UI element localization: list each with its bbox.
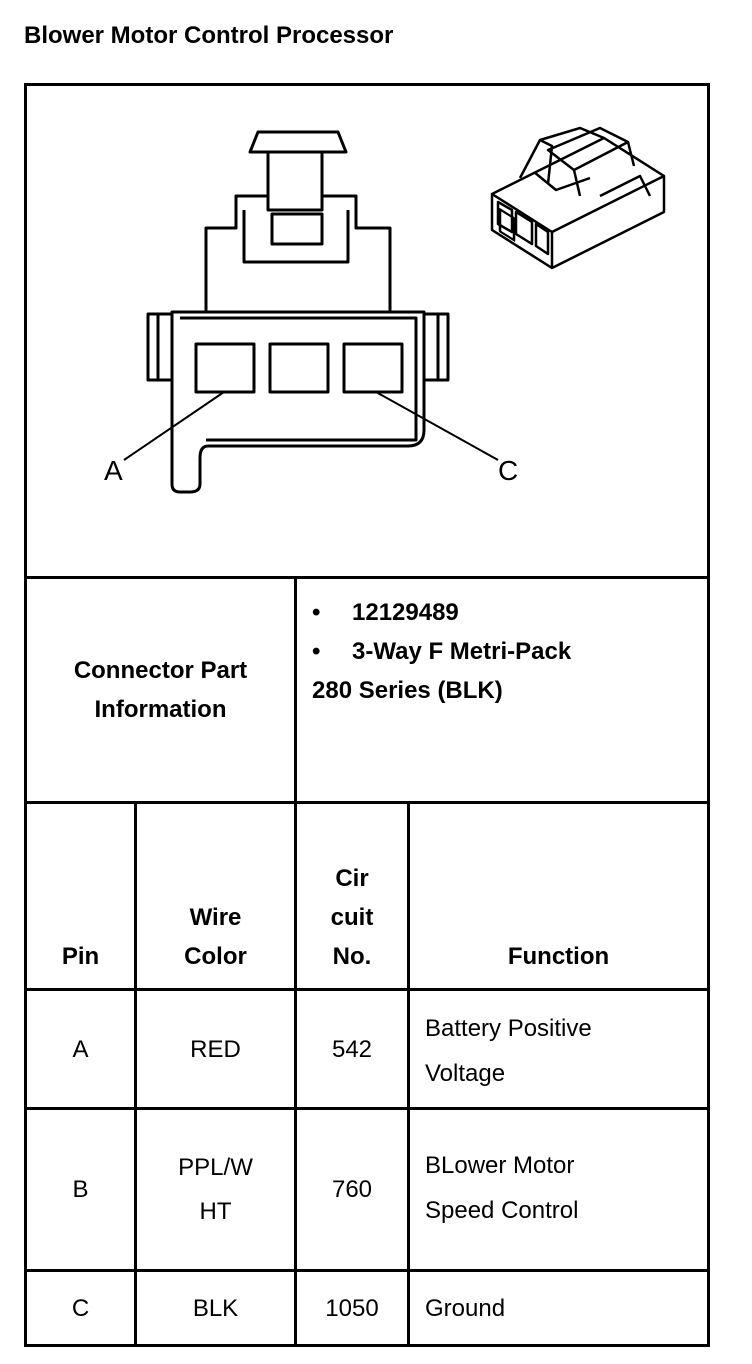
circuit-value: 1050	[325, 1294, 379, 1322]
function-line2: Voltage	[425, 1060, 506, 1087]
header-wire-color-line2: Color	[184, 943, 247, 970]
function-line1: Battery Positive	[425, 1015, 592, 1042]
header-circuit-line2: cuit	[330, 904, 374, 931]
connector-description-line2: 280 Series (BLK)	[312, 677, 503, 704]
row-c-function	[425, 1272, 705, 1344]
cavity-a	[196, 344, 254, 392]
function-line1: Ground	[425, 1294, 506, 1322]
circuit-value: 542	[331, 1035, 373, 1063]
connector-label-line2: Information	[94, 696, 227, 723]
row-c-circuit	[297, 1272, 407, 1344]
latch-window	[272, 214, 322, 244]
left-clip	[148, 314, 172, 380]
pin-value: C	[71, 1294, 90, 1322]
header-function-text: Function	[507, 943, 610, 970]
right-clip	[424, 314, 448, 380]
connector-part-details	[312, 593, 571, 710]
header-circuit-no	[297, 804, 407, 988]
bullet-icon: •	[312, 638, 321, 665]
pin-label-c: C	[498, 455, 519, 486]
latch-stem	[268, 152, 322, 205]
wire-color-line2: HT	[199, 1197, 232, 1225]
wire-color-value: RED	[190, 1035, 241, 1063]
pin-value: B	[72, 1176, 89, 1203]
function-line2: Speed Control	[425, 1197, 579, 1224]
part-number: 12129489	[352, 599, 459, 626]
upper-housing-inner	[244, 210, 348, 262]
row-a-function	[425, 1006, 705, 1096]
pin-label-a: A	[104, 455, 123, 486]
header-function	[410, 804, 707, 988]
header-pin	[27, 804, 134, 988]
row-b-circuit	[297, 1110, 407, 1269]
row-a-wire-color	[137, 991, 294, 1107]
header-circuit-line3: No.	[332, 943, 372, 970]
header-wire-color-line1: Wire	[189, 904, 242, 931]
connector-diagram	[0, 0, 752, 576]
row-b-pin	[27, 1110, 134, 1269]
pin-value: A	[72, 1035, 89, 1063]
connector-description-line1: 3-Way F Metri-Pack	[352, 638, 572, 665]
connector-isometric-view	[492, 128, 664, 268]
cavity-b	[270, 344, 328, 392]
row-a-pin	[27, 991, 134, 1107]
row-c-pin	[27, 1272, 134, 1344]
row-c-wire-color	[137, 1272, 294, 1344]
connector-label-line1: Connector Part	[73, 657, 248, 684]
leader-line-a	[124, 392, 224, 460]
function-line1: BLower Motor	[425, 1152, 575, 1179]
page-title: Blower Motor Control Processor	[24, 22, 394, 49]
latch-tab	[250, 132, 346, 152]
circuit-value: 760	[331, 1176, 373, 1203]
row-b-function	[425, 1143, 705, 1233]
header-circuit-line1: Cir	[335, 865, 369, 892]
wire-color-value: BLK	[192, 1294, 239, 1322]
leader-line-c	[376, 392, 498, 460]
connector-body-inner	[180, 318, 416, 440]
cavity-c	[344, 344, 402, 392]
row-b-wire-color	[137, 1110, 294, 1269]
connector-part-info-label	[27, 579, 294, 801]
bullet-icon: •	[312, 599, 321, 626]
header-pin-text: Pin	[61, 943, 100, 970]
wire-color-line1: PPL/W	[178, 1153, 253, 1181]
row-a-circuit	[297, 991, 407, 1107]
header-wire-color	[137, 804, 294, 988]
